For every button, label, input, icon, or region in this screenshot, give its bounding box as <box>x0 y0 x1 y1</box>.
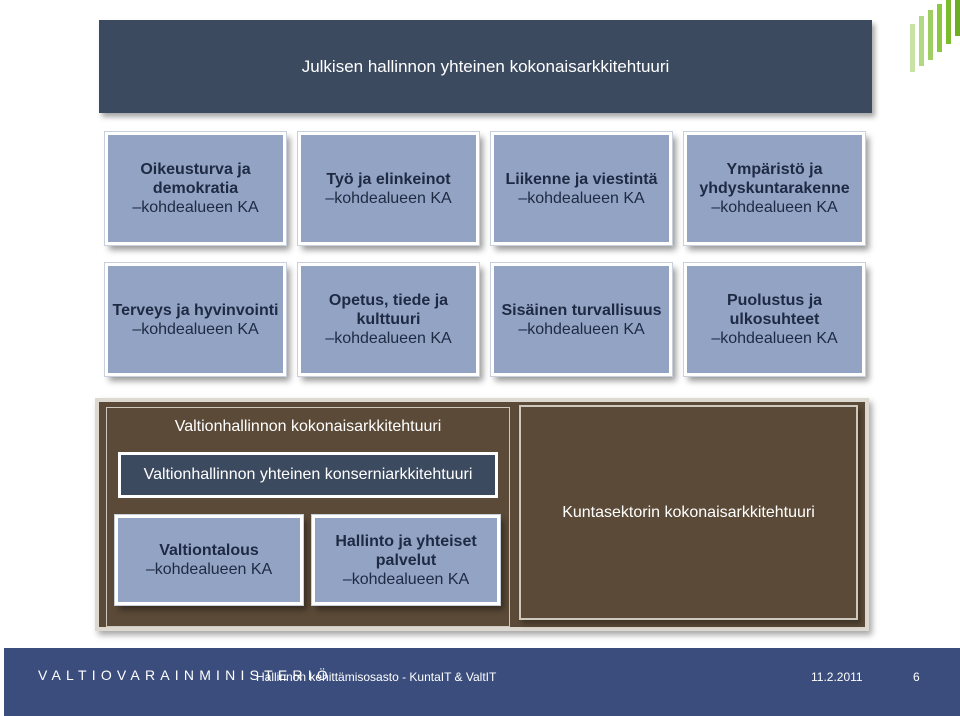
domain-subtitle: –kohdealueen KA <box>518 189 645 207</box>
domain-box-opetus <box>298 263 479 376</box>
kunta-title: Kuntasektorin kokonaisarkkitehtuuri <box>562 503 815 521</box>
title-banner <box>99 20 872 113</box>
domain-subtitle: –kohdealueen KA <box>325 330 452 347</box>
domain-box-sisainen <box>491 263 672 376</box>
domain-subtitle: –kohdealueen KA <box>711 330 838 347</box>
domain-box-puolustus <box>684 263 865 376</box>
domain-title-line: Sisäinen turvallisuus <box>501 301 662 319</box>
domain-box-valtiontalous <box>115 515 303 605</box>
page-number: 6 <box>913 670 920 684</box>
domain-subtitle: –kohdealueen KA <box>325 189 452 207</box>
domain-title-line: ulkosuhteet <box>729 311 820 328</box>
domain-box-tyo <box>298 132 479 245</box>
kunta-box <box>519 405 858 620</box>
footer-date: 11.2.2011 <box>811 670 863 684</box>
domain-title-line: Liikenne ja viestintä <box>505 170 658 188</box>
konserni-box <box>118 452 498 498</box>
domain-title-line: Terveys ja hyvinvointi <box>112 301 279 319</box>
domain-title-line: Oikeusturva ja <box>140 161 251 178</box>
logo-bars-icon <box>906 0 960 80</box>
domain-title-line: Hallinto ja yhteiset <box>335 532 477 550</box>
domain-subtitle: –kohdealueen KA <box>132 199 259 216</box>
domain-title-line: Puolustus ja <box>726 292 823 309</box>
konserni-title: Valtionhallinnon yhteinen konserniarkkitehtuuri <box>143 466 473 483</box>
domain-subtitle: –kohdealueen KA <box>342 570 470 588</box>
domain-title-line: Työ ja elinkeinot <box>326 170 451 188</box>
domain-title-line: Valtiontalous <box>159 542 259 559</box>
domain-title-line: Opetus, tiede ja <box>328 292 449 309</box>
domain-box-hallinto <box>312 515 500 605</box>
domain-subtitle: –kohdealueen KA <box>711 199 838 216</box>
domain-subtitle: –kohdealueen KA <box>132 320 259 338</box>
domain-title-line: palvelut <box>375 551 437 569</box>
ministry-name: VALTIOVARAINMINISTERIÖ <box>38 667 333 683</box>
domain-box-ymparisto <box>684 132 865 245</box>
domain-title-line: Ympäristö ja <box>726 161 823 178</box>
domain-title-line: yhdyskuntarakenne <box>699 180 850 197</box>
domain-title-line: demokratia <box>152 180 239 197</box>
domain-box-terveys <box>105 263 286 376</box>
banner-title: Julkisen hallinnon yhteinen kokonaisarkkitehtuuri <box>301 56 670 76</box>
domain-box-oikeusturva <box>105 132 286 245</box>
domain-title-line: kulttuuri <box>356 311 421 328</box>
domain-box-liikenne <box>491 132 672 245</box>
domain-subtitle: –kohdealueen KA <box>518 320 645 338</box>
domain-subtitle: –kohdealueen KA <box>145 561 273 578</box>
department-text: Hallinnon kehittämisosasto - KuntaIT & ValtIT <box>256 670 497 684</box>
valtio-title: Valtionhallinnon kokonaisarkkitehtuuri <box>174 418 442 435</box>
